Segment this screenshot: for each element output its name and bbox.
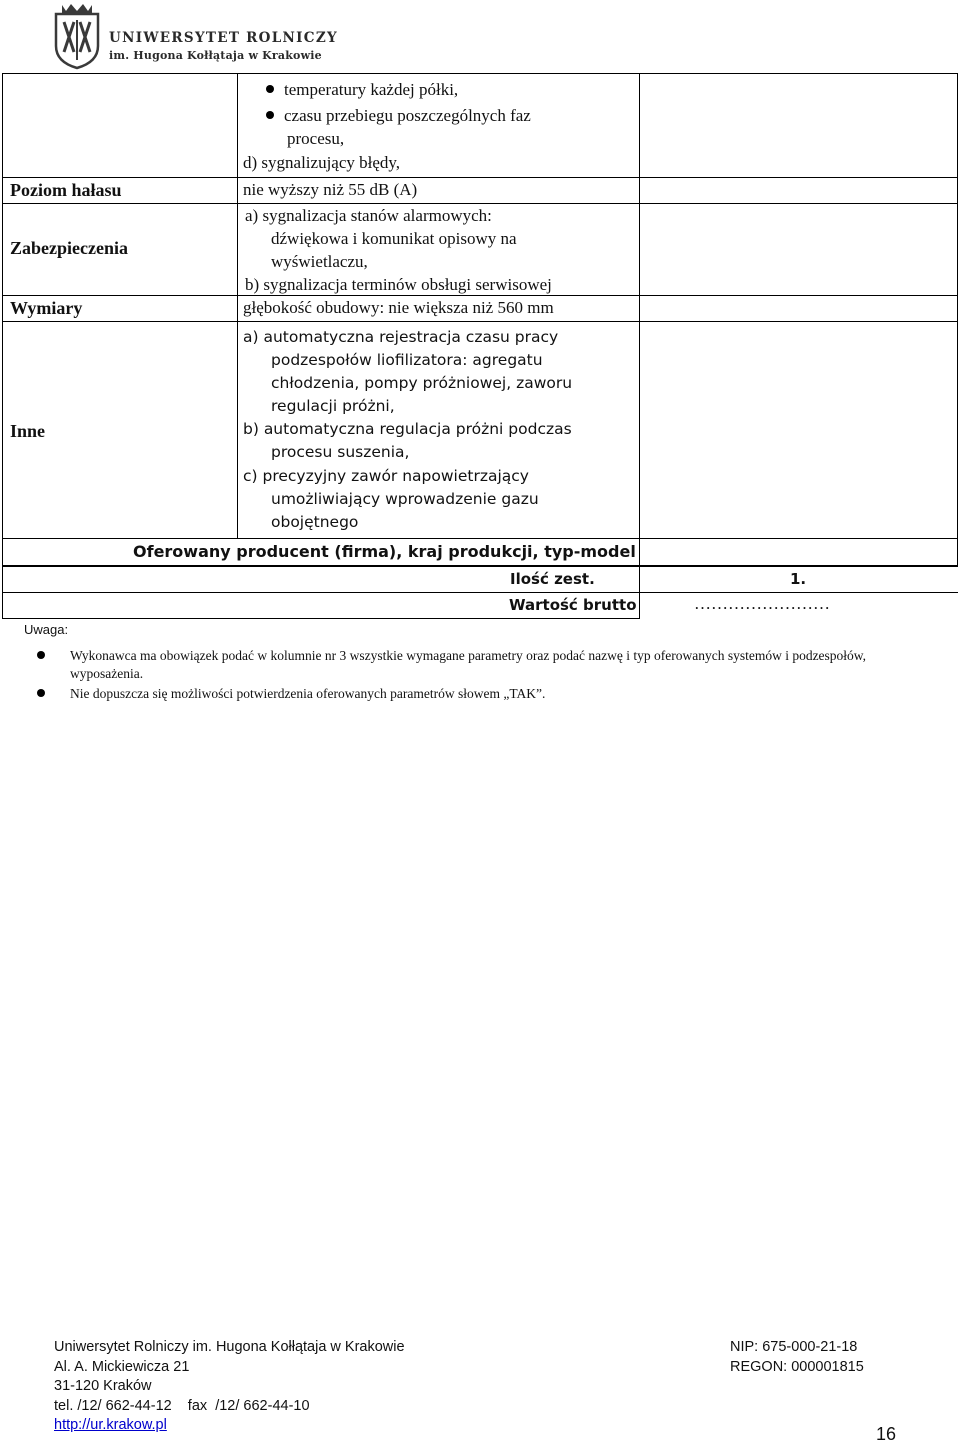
label-security: Zabezpieczenia	[10, 238, 128, 258]
notes-label: Uwaga:	[24, 622, 69, 637]
footer-line: 31-120 Kraków	[54, 1378, 152, 1394]
regon-number: REGON: 000001815	[730, 1358, 864, 1375]
other-line: regulacji próżni,	[271, 397, 395, 415]
item-d: d) sygnalizujący błędy,	[243, 153, 401, 172]
bullet-item: temperatury każdej półki,	[266, 78, 458, 101]
footer-line: Uniwersytet Rolniczy im. Hugona Kołłątaja w Krakowie	[54, 1339, 405, 1355]
footer-tax-ids	[730, 1338, 864, 1377]
value-noise: nie wyższy niż 55 dB (A)	[243, 180, 418, 199]
university-name: UNIWERSYTET ROLNICZY	[109, 30, 338, 46]
value-dimensions: głębokość obudowy: nie większa niż 560 mm	[243, 298, 554, 317]
bullet-icon	[266, 111, 274, 119]
security-line: a) sygnalizacja stanów alarmowych:	[245, 206, 492, 225]
other-line: obojętnego	[271, 513, 359, 531]
footer-line: tel. /12/ 662-44-12 fax /12/ 662-44-10	[54, 1397, 310, 1414]
manufacturer-label: Oferowany producent (firma), kraj produkcji, typ-model	[133, 542, 636, 561]
other-line: c) precyzyjny zawór napowietrzający	[243, 467, 529, 485]
bullet-icon	[37, 651, 45, 659]
footer-address	[54, 1338, 405, 1436]
other-line: procesu suszenia,	[271, 443, 410, 461]
other-line: chłodzenia, pompy próżniowej, zaworu	[271, 374, 573, 392]
security-line: dźwiękowa i komunikat opisowy na	[271, 229, 517, 248]
note-item: Wykonawca ma obowiązek podać w kolumnie nr 3 wszystkie wymagane parametry oraz podać nazwę i typ oferowanych systemów i podzespołów, wyposażenia.	[70, 648, 867, 681]
page-number: 16	[876, 1424, 897, 1444]
nip-number: NIP: 675-000-21-18	[730, 1339, 858, 1355]
label-dimensions: Wymiary	[10, 298, 83, 318]
label-noise: Poziom hałasu	[10, 180, 122, 200]
other-line: b) automatyczna regulacja próżni podczas	[243, 420, 572, 438]
bullet-item-continuation: procesu,	[287, 129, 345, 148]
bullet-icon	[37, 689, 45, 697]
quantity-label: Ilość zest.	[510, 570, 595, 588]
other-line: a) automatyczna rejestracja czasu pracy	[243, 328, 559, 346]
gross-value-field: ……………………	[694, 594, 830, 613]
footer-line: Al. A. Mickiewicza 21	[54, 1358, 190, 1375]
other-line: umożliwiający wprowadzenie gazu	[271, 490, 539, 508]
bullet-icon	[266, 85, 274, 93]
bullet-item: czasu przebiegu poszczególnych faz	[266, 104, 531, 127]
specification-table	[2, 73, 958, 619]
university-logo	[52, 2, 342, 72]
website-link[interactable]: http://ur.krakow.pl	[54, 1417, 167, 1433]
crest-icon	[52, 2, 102, 70]
security-line: wyświetlaczu,	[271, 252, 368, 271]
note-item: Nie dopuszcza się możliwości potwierdzenia oferowanych parametrów słowem „TAK”.	[70, 686, 546, 701]
quantity-value: 1.	[790, 570, 807, 588]
university-subtitle: im. Hugona Kołłątaja w Krakowie	[109, 49, 322, 62]
security-line: b) sygnalizacja terminów obsługi serwisowej	[245, 275, 552, 294]
label-other: Inne	[10, 421, 46, 441]
other-line: podzespołów liofilizatora: agregatu	[271, 351, 543, 369]
gross-value-label: Wartość brutto	[509, 596, 637, 614]
